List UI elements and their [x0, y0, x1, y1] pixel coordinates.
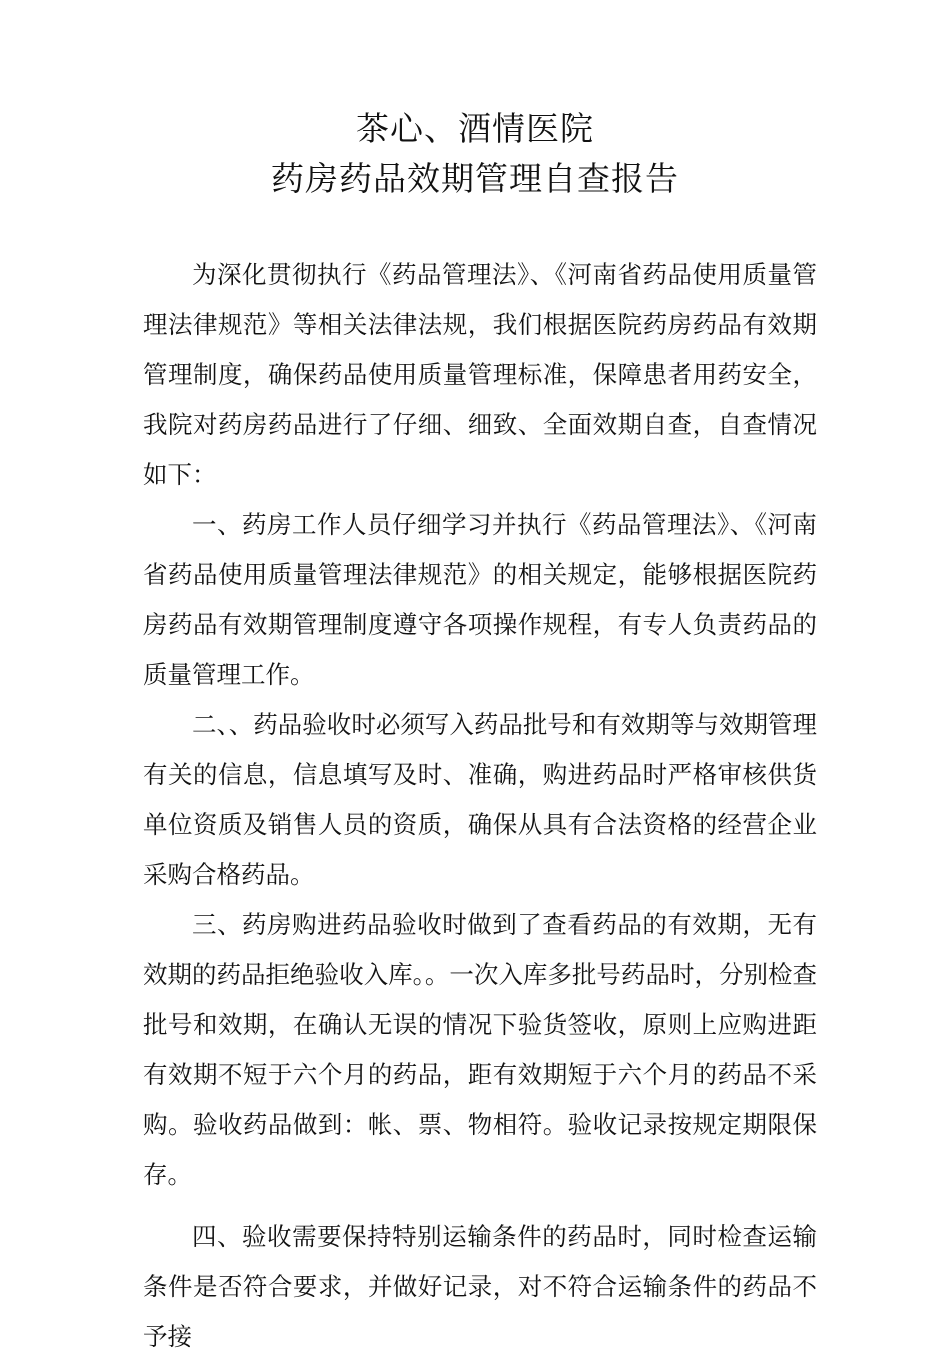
document-body [143, 250, 817, 1362]
report-title: 药房药品效期管理自查报告 [271, 159, 679, 198]
paragraph-section-2: 二、、药品验收时必须写入药品批号和有效期等与效期管理有关的信息，信息填写及时、准确，购进药品时严格审核供货单位资质及销售人员的资质，确保从具有合法资格的经营企业采购合格药品。 [143, 710, 817, 889]
paragraph-section-1: 一、药房工作人员仔细学习并执行《药品管理法》、《河南省药品使用质量管理法律规范》的相关规定，能够根据医院药房药品有效期管理制度遵守各项操作规程，有专人负责药品的质量管理工作。 [143, 510, 817, 689]
paragraph-section-3: 三、药房购进药品验收时做到了查看药品的有效期，无有效期的药品拒绝验收入库。。一次入库多批号药品时，分别检查批号和效期，在确认无误的情况下验货签收，原则上应购进距有效期不短于六个月的药品，距有效期短于六个月的药品不采购。验收药品做到：帐、票、物相符。验收记录按规定期限保存。 [143, 910, 817, 1189]
hospital-name: 茶心、酒情医院 [356, 109, 594, 148]
paragraph-intro: 为深化贯彻执行《药品管理法》、《河南省药品使用质量管理法律规范》等相关法律法规，我们根据医院药房药品有效期管理制度，确保药品使用质量管理标准，保障患者用药安全，我院对药房药品进行了仔细、细致、全面效期自查，自查情况如下： [143, 260, 817, 489]
paragraph-section-4: 四、验收需要保持特别运输条件的药品时，同时检查运输条件是否符合要求，并做好记录，对不符合运输条件的药品不予接 [143, 1222, 817, 1351]
document-title [0, 104, 950, 204]
